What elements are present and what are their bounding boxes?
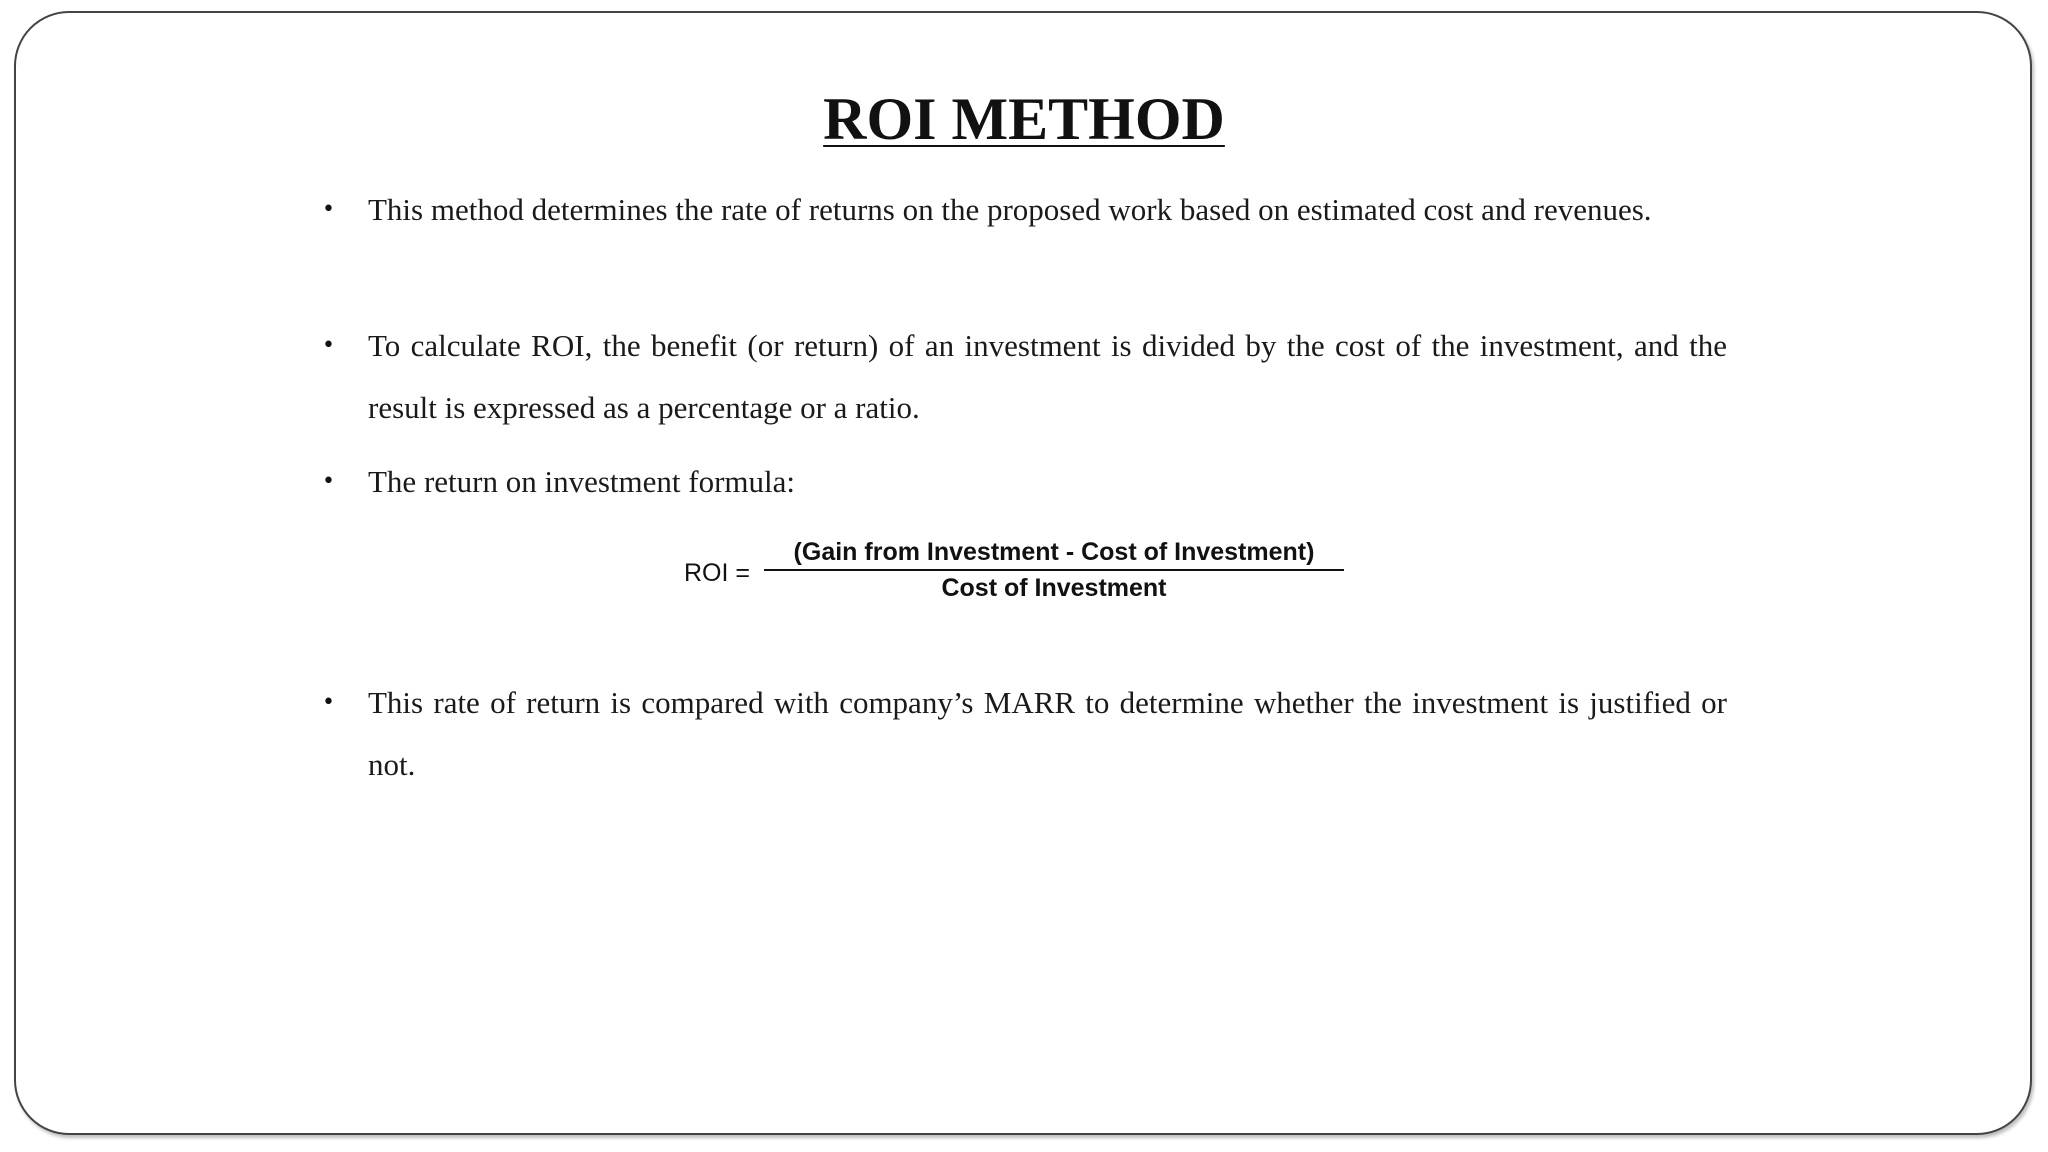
slide-title: ROI METHOD: [823, 86, 1225, 152]
bullet-icon: •: [322, 333, 335, 358]
bullet-text: The return on investment formula:: [368, 464, 795, 499]
bullet-icon: •: [322, 197, 335, 222]
bullet-text: To calculate ROI, the benefit (or return) of an investment is divided by the cost of the investment, and the result is expressed as a percentage or a ratio.: [368, 328, 1727, 425]
formula-fraction: [764, 535, 1344, 605]
bullet-text: This rate of return is compared with company’s MARR to determine whether the investment is justified or not.: [368, 685, 1727, 782]
formula-denominator: Cost of Investment: [941, 574, 1167, 602]
formula-numerator: (Gain from Investment - Cost of Investment): [793, 538, 1315, 566]
bullet-text: This method determines the rate of returns on the proposed work based on estimated cost and revenues.: [368, 192, 1652, 227]
bullet-item: [322, 315, 1727, 439]
bullet-icon: •: [322, 469, 335, 494]
formula-lhs: ROI =: [684, 559, 750, 587]
bullet-item: [322, 451, 1727, 513]
bullet-icon: •: [322, 690, 335, 715]
bullet-item: [322, 672, 1727, 796]
bullet-item: [322, 179, 1727, 241]
